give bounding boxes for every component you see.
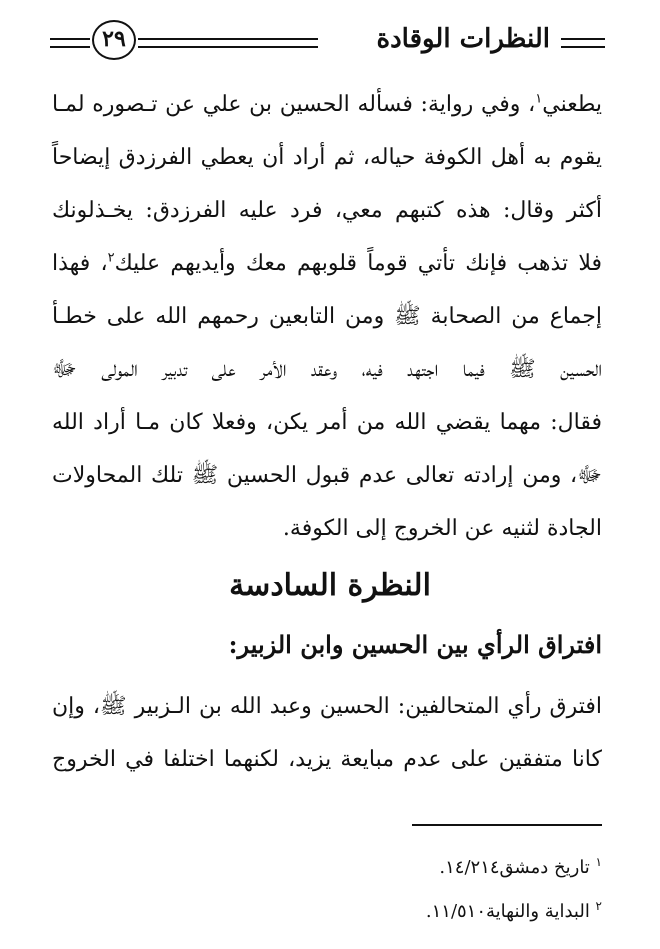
text-line: يطعني$^١$، وفي رواية: فسأله الحسين بن علي عن تـصوره لمـا: [52, 91, 602, 117]
running-header: [50, 20, 605, 72]
subsection-title: افتراق الرأي بين الحسين وابن الزبير:: [228, 630, 602, 659]
text-line: إجماع من الصحابة ﷺ ومن التابعين رحمهم الله على خطـأ: [52, 304, 602, 329]
footnote: $^١$ تاريخ دمشق١٤/٢١٤.: [439, 855, 602, 878]
footnotes: [52, 846, 602, 934]
page-number: ٢٩: [92, 20, 136, 60]
footnote-number: ٢: [595, 899, 602, 913]
footnote-separator: [412, 824, 602, 826]
text-line: ﷻ، ومن إرادته تعالى عدم قبول الحسين ﷺ تلك المحاولات: [52, 463, 602, 488]
header-title: النظرات الوقادة: [376, 24, 550, 54]
footnote: $^٢$ البداية والنهاية١١/٥١٠.: [425, 899, 602, 922]
text-line: فقال: مهما يقضي الله من أمر يكن، وفعلا كان مـا أراد الله: [52, 410, 602, 435]
text-line: فلا تذهب فإنك تأتي قوماً قلوبهم معك وأيديهم عليك$^٢$، فهذا: [52, 250, 602, 276]
section-title: النظرة السادسة: [229, 568, 431, 603]
main-paragraph: [52, 78, 602, 555]
text-line: الجادة لثنيه عن الخروج إلى الكوفة.: [282, 516, 602, 541]
footnote-ref: ١: [535, 91, 543, 107]
footnote-number: ١: [595, 855, 602, 869]
footnote-ref: ٢: [107, 250, 115, 266]
header-rule-middle: [138, 38, 318, 48]
section-paragraph: [52, 680, 602, 786]
text-line: الحسين ﷺ فيما اجتهد فيه، وعقد الأمر على تدبير المولى ﷻ: [52, 357, 602, 382]
text-line: أكثر وقال: هذه كتبهم معي، فرد عليه الفرزدق: يخـذلونك: [52, 198, 602, 223]
header-rule-left: [50, 38, 90, 48]
text-line: افترق رأي المتحالفين: الحسين وعبد الله بن الـزبير ﷺ، وإن: [52, 694, 602, 719]
header-rule-right: [561, 38, 605, 48]
text-line: كانا متفقين على عدم مبايعة يزيد، لكنهما اختلفا في الخروج: [52, 747, 602, 772]
text-line: يقوم به أهل الكوفة حياله، ثم أراد أن يعطي الفرزدق إيضاحاً: [52, 145, 602, 170]
